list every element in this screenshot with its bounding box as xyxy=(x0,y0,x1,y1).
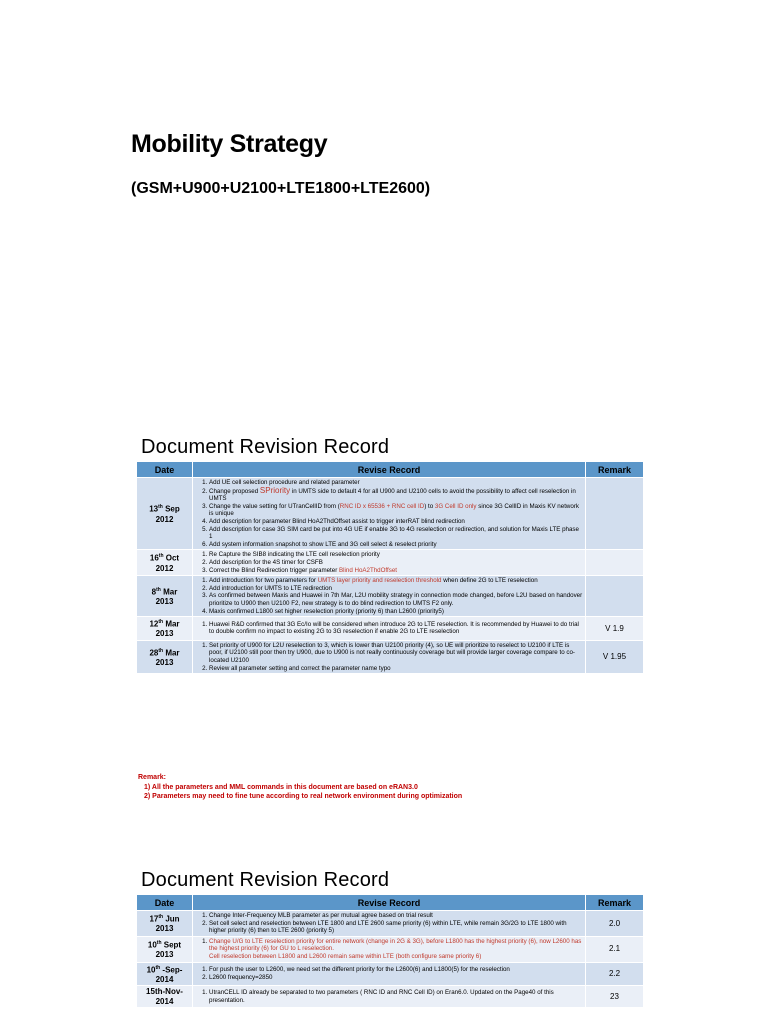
date-year: 2012 xyxy=(155,514,174,524)
date-month: Jun xyxy=(163,914,180,924)
date-cell xyxy=(137,576,193,617)
date-cell xyxy=(137,911,193,937)
record-cell xyxy=(193,640,586,673)
record-cell xyxy=(193,911,586,937)
record-text: Add description for the 4S timer for CSFB xyxy=(209,558,323,566)
highlighted-text: Blind HoA2ThdOffset xyxy=(339,566,398,574)
record-text: Add system information snapshot to show LTE and 3G cell select & reselect priority xyxy=(209,540,437,548)
record-text: Correct the Blind Redirection trigger parameter xyxy=(209,566,339,574)
date-month: Sep xyxy=(162,505,180,514)
date-cell xyxy=(137,617,193,641)
date-suffix: th xyxy=(155,964,161,971)
date-day: 10 xyxy=(147,940,157,950)
section-title-1: Document Revision Record xyxy=(141,436,390,458)
date-day: 12 xyxy=(149,619,159,629)
date-day: 15th-Nov- xyxy=(146,987,183,997)
record-item xyxy=(209,541,583,549)
record-item xyxy=(209,487,583,503)
date-day: 16 xyxy=(149,554,159,564)
record-item xyxy=(209,953,583,961)
record-list xyxy=(195,551,583,574)
date-cell xyxy=(137,640,193,673)
header-date: Date xyxy=(137,462,193,478)
date-year: 2012 xyxy=(155,563,174,573)
highlighted-text: Cell reselection between L1800 and L2600 remain same within LTE (both configure same priority 6) xyxy=(209,952,482,960)
remark-label: Remark: xyxy=(138,774,167,781)
date-cell xyxy=(137,962,193,986)
remark-cell: 2.0 xyxy=(586,911,644,937)
remark-cell: 2.2 xyxy=(586,962,644,986)
record-item xyxy=(209,642,583,665)
date-month: Mar xyxy=(160,587,178,597)
table-row xyxy=(137,617,644,641)
remark-block xyxy=(138,773,462,802)
record-text: As confirmed between Maxis and Huawei in 7th Mar, L2U mobility strategy in connection mode changed, before L2U based on handover prioritize to U900 then U2100 F2, new strategy is to do blind redirection to UMTS F2 only. xyxy=(209,592,583,607)
date-day: 8 xyxy=(151,587,157,597)
record-cell xyxy=(193,550,586,576)
record-item xyxy=(209,989,583,1004)
table-row xyxy=(137,962,644,986)
record-item xyxy=(209,577,583,585)
remark-cell: 2.1 xyxy=(586,936,644,962)
record-item xyxy=(209,526,583,541)
record-text: Set priority of U900 for L2U reselection to 3, which is lower than U2100 priority (4), so UE will prioritize to reselect to U2100 if LTE is poor, if U2100 still poor then try U900, due to U900 is not really continuously coverage but will provide larger coverage compare to co-located U2100 xyxy=(209,641,575,664)
remark-item: 2) Parameters may need to fine tune according to real network environment during optimization xyxy=(144,793,463,800)
record-text: Add introduction for UMTS to LTE redirection xyxy=(209,584,332,592)
table-row xyxy=(137,640,644,673)
highlighted-text: SPriority xyxy=(259,485,291,495)
header-revise-record: Revise Record xyxy=(193,462,586,478)
date-day: 17 xyxy=(149,914,159,924)
record-text: UtranCELL ID already be separated to two parameters ( RNC ID and RNC Cell ID) on Eran6.0. Updated on the Page40 of this presentation. xyxy=(209,989,554,1004)
date-month: Mar xyxy=(163,619,180,629)
subtitle: (GSM+U900+U2100+LTE1800+LTE2600) xyxy=(131,180,431,197)
record-text: L2600 frequency=2850 xyxy=(209,973,273,981)
record-item xyxy=(209,938,583,953)
header-remark: Remark xyxy=(586,895,644,911)
date-year: 2014 xyxy=(155,996,174,1006)
record-item xyxy=(209,608,583,616)
table-row xyxy=(137,911,644,937)
record-text: Change Inter-Frequency MLB parameter as per mutual agree based on trial result xyxy=(209,912,433,919)
record-text: Maxis confirmed L1800 set higher reselection priority (priority 6) than L2600 (priority5) xyxy=(209,607,444,615)
table-row xyxy=(137,936,644,962)
header-remark: Remark xyxy=(586,462,644,478)
date-day: 28 xyxy=(149,648,159,658)
record-item xyxy=(209,592,583,607)
record-text: Set cell select and reselection between LTE 1800 and LTE 2600 same priority (6) within LTE, while remain 3G/2G to LTE 1800 with higher priority (6) then to LTE 2600 (priority 5) xyxy=(209,919,567,935)
record-item xyxy=(209,966,583,974)
record-text: Change the value setting for UTranCellID from ( xyxy=(209,502,340,510)
date-month: Sept xyxy=(161,940,182,950)
table-row xyxy=(137,576,644,617)
record-text: Add description for case 3G SIM card be put into 4G UE if enable 3G to 4G reselection or redirection, and solution for Maxis LTE phase 1 xyxy=(209,525,579,541)
record-list xyxy=(195,479,583,548)
table-row xyxy=(137,550,644,576)
date-year: 2013 xyxy=(155,950,174,959)
record-item xyxy=(209,585,583,593)
date-suffix: th xyxy=(158,914,164,921)
date-month: -Sep- xyxy=(160,965,183,975)
highlighted-text: UMTS layer priority and reselection threshold xyxy=(317,577,442,585)
section-title-2: Document Revision Record xyxy=(141,869,390,891)
remark-cell xyxy=(586,576,644,617)
record-text: Review all parameter setting and correct the parameter name typo xyxy=(209,664,391,672)
revision-table-1 xyxy=(136,461,644,674)
record-list xyxy=(195,577,583,615)
record-text: in UMTS side to default 4 for all U900 and U2100 cells to avoid the possibility to affect cell reselection in UMTS xyxy=(209,487,576,503)
record-list xyxy=(195,912,583,935)
record-cell xyxy=(193,478,586,550)
record-list xyxy=(195,989,583,1004)
record-item xyxy=(209,920,583,935)
highlighted-text: Change U/G to LTE reselection priority for entire network (change in 2G & 3G), before L1800 has the highest priority (6), now L2600 has the highest priority (6) for GU to L reselection. xyxy=(209,937,582,953)
record-item xyxy=(209,551,583,559)
date-suffix: th xyxy=(158,647,164,654)
record-item xyxy=(209,621,583,636)
date-suffix: th xyxy=(156,939,162,946)
record-text: Add UE cell selection procedure and related parameter xyxy=(209,479,360,486)
date-cell xyxy=(137,550,193,576)
record-text: Add introduction for two parameters for xyxy=(209,577,318,585)
record-list xyxy=(195,621,583,636)
date-cell xyxy=(137,986,193,1008)
date-year: 2013 xyxy=(155,924,174,934)
record-text: ) to xyxy=(424,502,435,510)
remark-cell xyxy=(586,550,644,576)
record-cell xyxy=(193,617,586,641)
remark-cell xyxy=(586,478,644,550)
date-cell xyxy=(137,478,193,550)
record-text: when define 2G to LTE reselection xyxy=(441,577,538,585)
record-item xyxy=(209,559,583,567)
highlighted-text: 3G Cell ID only xyxy=(434,502,477,510)
record-list xyxy=(195,966,583,981)
record-list xyxy=(195,642,583,672)
remark-cell: 23 xyxy=(586,986,644,1008)
date-suffix: th xyxy=(158,619,164,626)
remark-cell: V 1.9 xyxy=(586,617,644,641)
date-suffix: th xyxy=(158,553,164,560)
highlighted-text: RNC ID x 65536 + RNC cell ID xyxy=(339,502,425,510)
date-month: Oct xyxy=(163,554,180,564)
header-date: Date xyxy=(137,895,193,911)
remark-cell: V 1.95 xyxy=(586,640,644,673)
record-text: Huawei R&D confirmed that 3G Ec/Io will be considered when introduce 2G to LTE reselection. It is recommended by Huawei to do trial to double confirm no impact to existing 2G to 3G reselection if enable 2G to LTE reselection xyxy=(209,620,579,636)
record-text: Change proposed xyxy=(209,487,260,495)
record-item xyxy=(209,567,583,575)
record-item xyxy=(209,912,583,920)
table-row xyxy=(137,478,644,550)
remark-item: 1) All the parameters and MML commands in this document are based on eRAN3.0 xyxy=(144,783,418,791)
date-suffix: th xyxy=(158,504,163,511)
record-item xyxy=(209,503,583,518)
date-suffix: th xyxy=(156,586,161,593)
revision-table-2 xyxy=(136,894,644,1008)
date-month: Mar xyxy=(163,648,180,658)
record-item xyxy=(209,518,583,526)
record-cell xyxy=(193,936,586,962)
date-day: 13 xyxy=(149,505,159,514)
date-day: 10 xyxy=(146,965,156,975)
header-revise-record: Revise Record xyxy=(193,895,586,911)
date-cell xyxy=(137,936,193,962)
record-cell xyxy=(193,576,586,617)
record-text: Re Capture the SIB8 indicating the LTE cell reselection priority xyxy=(209,551,380,559)
date-year: 2013 xyxy=(155,596,174,606)
record-text: Add description for parameter Blind HoA2ThdOffset assist to trigger interRAT blind redirection xyxy=(209,517,465,525)
record-item xyxy=(209,665,583,673)
date-year: 2013 xyxy=(155,629,174,639)
record-cell xyxy=(193,986,586,1008)
date-year: 2014 xyxy=(155,974,174,984)
record-text: For push the user to L2600, we need set the different priority for the L2600(6) and L1800(5) for the reselection xyxy=(209,966,510,974)
record-item xyxy=(209,974,583,982)
date-year: 2013 xyxy=(155,657,174,667)
record-list xyxy=(195,938,583,961)
main-title: Mobility Strategy xyxy=(131,130,328,158)
record-text: since 3G CellID in Maxis KV network is unique xyxy=(209,502,579,518)
table-row xyxy=(137,986,644,1008)
record-cell xyxy=(193,962,586,986)
